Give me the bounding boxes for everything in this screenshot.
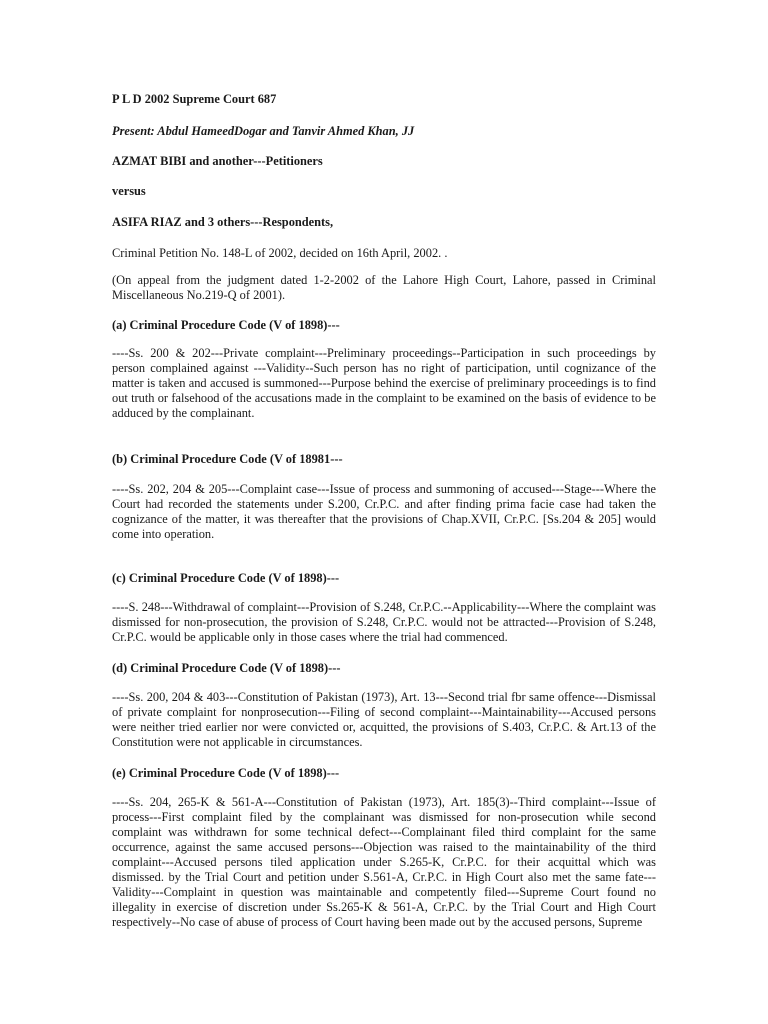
versus: versus	[112, 184, 146, 198]
petitioners: AZMAT BIBI and another---Petitioners	[112, 154, 323, 168]
respondents: ASIFA RIAZ and 3 others---Respondents,	[112, 215, 334, 229]
section-e-body: ----Ss. 204, 265-K & 561-A---Constitution of Pakistan (1973), Art. 185(3)--Third complaint---Issue of process---First complaint filed by the complainant was dismissed for non-prosecution while second complaint was withdrawn for some technical defect---Complainant filed third complaint for the same occurrence, against the same accused persons---Objection was raised to the maintainability of the third complaint---Accused persons tiled application under S.265-K, Cr.P.C. for their acquittal which was dismissed. by the Trial Court and petition under S.561-A, Cr.P.C. in High Court also met the same fate---Validity---Complaint in question was maintainable and competently filed---Supreme Court found no illegality in exercise of discretion under Ss.265-K & 561-A, Cr.P.C. by the Trial Court and High Court respectively--No case of abuse of process of Court having been made out by the accused persons, Supreme	[112, 795, 656, 929]
bench-present: Present: Abdul HameedDogar and Tanvir Ahmed Khan, JJ	[112, 124, 415, 138]
section-c-heading: (c) Criminal Procedure Code (V of 1898)---	[112, 571, 340, 585]
section-c-body: ----S. 248---Withdrawal of complaint---Provision of S.248, Cr.P.C.--Applicability---Where the complaint was dismissed for non-prosecution, the provision of S.248, Cr.P.C. would not be attracted---Provision of S.248, Cr.P.C. would be applicable only in those cases where the trial had commenced.	[112, 600, 656, 644]
section-b-heading: (b) Criminal Procedure Code (V of 18981---	[112, 452, 343, 466]
section-d-body: ----Ss. 200, 204 & 403---Constitution of Pakistan (1973), Art. 13---Second trial fbr same offence---Dismissal of private complaint for nonprosecution---Filing of second complaint---Maintainability---Accused persons were neither tried earlier nor were convicted or, acquitted, the provisions of S.403, Cr.P.C. & Art.13 of the Constitution were not applicable in circumstances.	[112, 690, 656, 749]
section-e-heading: (e) Criminal Procedure Code (V of 1898)---	[112, 766, 340, 780]
section-d-heading: (d) Criminal Procedure Code (V of 1898)---	[112, 661, 341, 675]
appeal-info: (On appeal from the judgment dated 1-2-2002 of the Lahore High Court, Lahore, passed in Criminal Miscellaneous No.219-Q of 2001).	[112, 273, 656, 302]
section-a-heading: (a) Criminal Procedure Code (V of 1898)---	[112, 318, 340, 332]
citation: P L D 2002 Supreme Court 687	[112, 92, 277, 106]
section-a-body: ----Ss. 200 & 202---Private complaint---Preliminary proceedings--Participation in such proceedings by person complained against ---Validity--Such person has no right of participation, until cognizance of the matter is taken and accused is summoned---Purpose behind the exercise of preliminary proceedings is to find out truth or falsehood of the accusations made in the complaint to be examined on the basis of evidence to be adduced by the complainant.	[112, 346, 656, 420]
section-b-body: ----Ss. 202, 204 & 205---Complaint case---Issue of process and summoning of accused---Stage---Where the Court had recorded the statements under S.200, Cr.P.C. and after finding prima facie case had taken the cognizance of the matter, it was thereafter that the provisions of Chap.XVII, Cr.P.C. [Ss.204 & 205] would come into operation.	[112, 482, 656, 541]
petition-info: Criminal Petition No. 148-L of 2002, decided on 16th April, 2002. .	[112, 246, 448, 260]
